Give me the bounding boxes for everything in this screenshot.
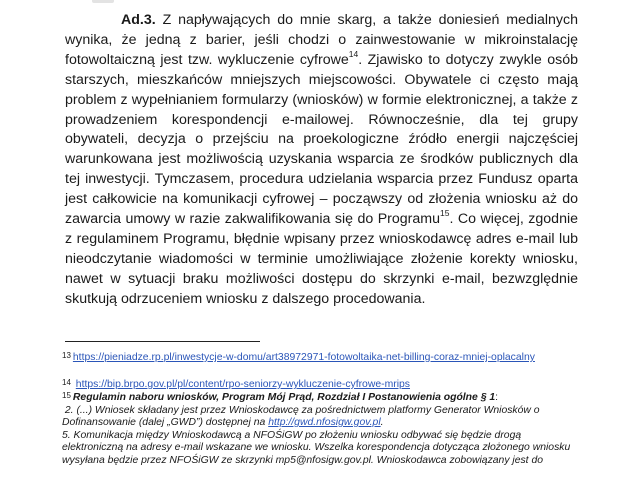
clipped-text-fragment xyxy=(92,0,114,3)
paragraph-text-2: . Zjawisko to dotyczy zwykle osób starszych, mieszkańców mniejszych miejscowości. Obywatele ci często mają problem z wypełnianiem formularzy (wniosków) w formie elektronicznej, a także z prowadzeniem korespondencji e-mailowej. Równocześnie, dla tej grupy obywateli, decyzja o przejściu na proekologiczne źródło energii najczęściej warunkowana jest możliwością uzyskania wsparcia ze środków publicznych dla tej inwestycji. Tymczasem, procedura udzielania wsparcia przez Fundusz oparta jest całkowicie na komunikacji cyfrowej – począwszy od złożenia wniosku aż do zawarcia umowy w razie zakwalifikowania się do Programu xyxy=(65,51,578,228)
footnote-14 xyxy=(62,379,582,392)
footnote-15-p2-text: 2. (...) Wniosek składany jest przez Wnioskodawcę za pośrednictwem platformy Generator Wniosków o Dofinansowanie (dalej „GWD”) dostępnej na xyxy=(62,404,540,429)
paragraph-text-3: . Co więcej, zgodnie z regulaminem Programu, błędnie wpisany przez wnioskodawcę adres e-mail lub nieodczytanie wiadomości w terminie umożliwiające złożenie korekty wniosku, nawet w sytuacji braku możliwości dostępu do skrzynki e-mail, bezwzględnie skutkują odrzuceniem wniosku z dalszego procedowania. xyxy=(65,211,579,307)
footnote-15-heading: Regulamin naboru wniosków, Program Mój Prąd, Rozdział I Postanowienia ogólne § 1 xyxy=(72,392,496,403)
footnote-number: 14 xyxy=(62,378,71,387)
section-ad3-paragraph xyxy=(65,11,578,310)
footnote-separator xyxy=(65,341,260,342)
footnote-13 xyxy=(62,352,582,365)
gwd-link[interactable]: http://gwd.nfosigw.gov.pl xyxy=(268,417,381,429)
footnote-13-link[interactable]: https://pieniadze.rp.pl/inwestycje-w-domu/art38972971-fotowoltaika-net-billing-coraz-mniej-oplacalny xyxy=(72,352,535,363)
footnote-15-paragraph-2 xyxy=(62,405,582,430)
footnote-15-heading-line xyxy=(62,392,582,405)
footnote-15-colon: : xyxy=(495,392,499,403)
footnote-ref-14[interactable]: 14 xyxy=(348,49,359,60)
section-heading: Ad.3. xyxy=(121,12,156,28)
footnote-ref-15[interactable]: 15 xyxy=(440,208,450,219)
footnote-number: 13 xyxy=(62,351,71,360)
footnote-15 xyxy=(62,392,582,468)
footnote-15-paragraph-5: 5. Komunikacja między Wnioskodawcą a NFOŚiGW po złożeniu wniosku odbywać się będzie drogą elektroniczną na adresy e-mail wskazane we wniosku. Wszelka korespondencja dotycząca złożonego wniosku wysyłana będzie przez NFOŚiGW ze skrzynki mp5@nfosigw.gov.pl. Wnioskodawca zobowiązany jest do xyxy=(62,429,571,466)
footnote-14-link[interactable]: https://bip.brpo.gov.pl/pl/content/rpo-seniorzy-wykluczenie-cyfrowe-mrips xyxy=(75,379,410,390)
clipped-previous-line xyxy=(92,0,122,2)
paragraph-text-1: Z napływających do mnie skarg, a także doniesień medialnych wynika, że jedną z barier, jeśli chodzi o zainwestowanie w mikroinstalację fotowoltaiczną jest tzw. wykluczenie cyfrowe xyxy=(65,12,578,68)
footnote-15-p2-end: . xyxy=(380,417,384,429)
footnote-number: 15 xyxy=(62,391,71,400)
